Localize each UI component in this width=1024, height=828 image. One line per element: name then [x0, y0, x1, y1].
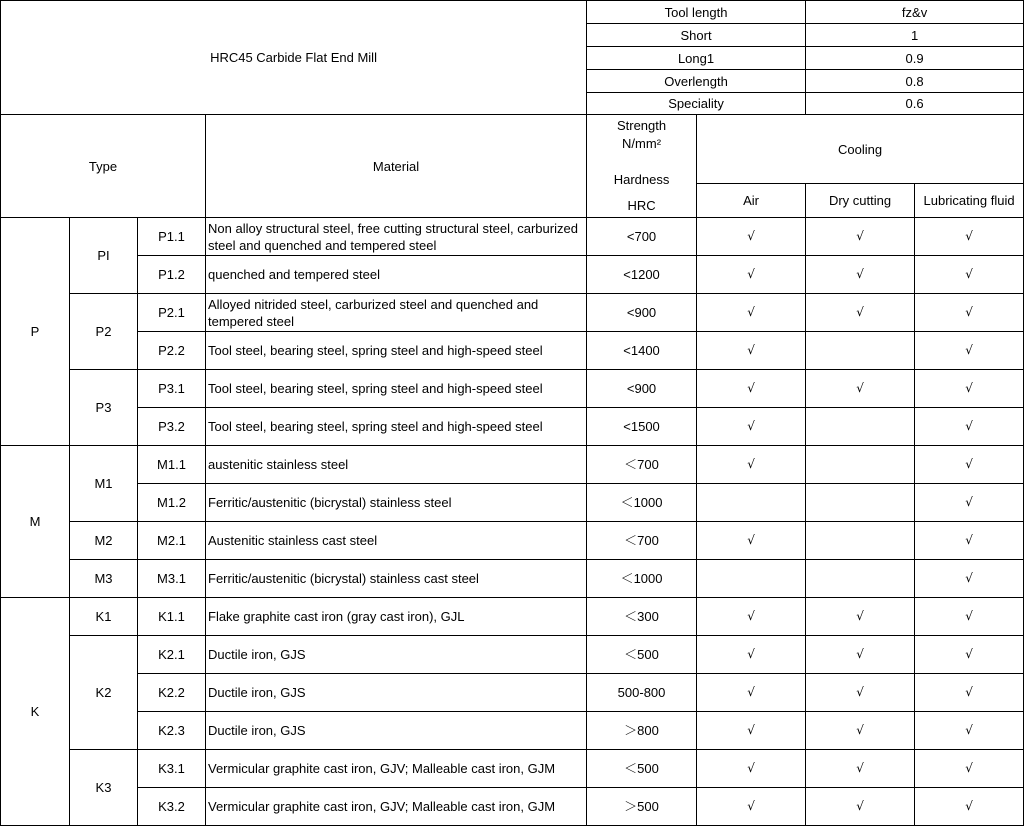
fluid-check-cell: √ — [915, 522, 1024, 560]
air-check-cell: √ — [697, 218, 806, 256]
strength-cell: ＜1000 — [587, 560, 697, 598]
fluid-check-cell: √ — [915, 294, 1024, 332]
strength-cell: ＜500 — [587, 750, 697, 788]
air-check-cell — [697, 484, 806, 522]
dry-check-cell: √ — [806, 218, 915, 256]
tool-length-long1: Long1 — [587, 47, 806, 70]
table-row — [1, 484, 1024, 522]
tool-length-short: Short — [587, 24, 806, 47]
fluid-check-cell: √ — [915, 332, 1024, 370]
code-cell: K1.1 — [138, 598, 206, 636]
table-row — [1, 712, 1024, 750]
table-row — [1, 332, 1024, 370]
group-cell: K — [1, 598, 70, 826]
code-cell: K3.1 — [138, 750, 206, 788]
code-cell: P1.1 — [138, 218, 206, 256]
strength-cell: ＜700 — [587, 446, 697, 484]
table-row — [1, 636, 1024, 674]
air-check-cell: √ — [697, 788, 806, 826]
dry-check-cell — [806, 332, 915, 370]
subgroup-cell: P3 — [70, 370, 138, 446]
air-check-cell: √ — [697, 332, 806, 370]
tool-length-header: Tool length — [587, 1, 806, 24]
table-row — [1, 560, 1024, 598]
code-cell: K3.2 — [138, 788, 206, 826]
material-header: Material — [206, 115, 587, 218]
air-check-cell: √ — [697, 256, 806, 294]
subgroup-cell: M3 — [70, 560, 138, 598]
material-cell: Ferritic/austenitic (bicrystal) stainless cast steel — [206, 560, 587, 598]
tool-length-speciality: Speciality — [587, 93, 806, 115]
strength-cell: ＜500 — [587, 636, 697, 674]
table-row — [1, 294, 1024, 332]
subgroup-cell: P2 — [70, 294, 138, 370]
air-check-cell: √ — [697, 446, 806, 484]
tool-length-overlength: Overlength — [587, 70, 806, 93]
code-cell: K2.2 — [138, 674, 206, 712]
air-check-cell: √ — [697, 750, 806, 788]
dry-check-cell — [806, 484, 915, 522]
fzv-overlength: 0.8 — [806, 70, 1024, 93]
fluid-check-cell: √ — [915, 560, 1024, 598]
table-row — [1, 522, 1024, 560]
table-row — [1, 256, 1024, 294]
material-cell: Tool steel, bearing steel, spring steel and high-speed steel — [206, 370, 587, 408]
strength-header — [587, 115, 697, 218]
code-cell: M1.1 — [138, 446, 206, 484]
code-cell: P1.2 — [138, 256, 206, 294]
material-cell: Non alloy structural steel, free cutting structural steel, carburized steel and quenched and tempered steel — [206, 218, 587, 256]
fluid-check-cell: √ — [915, 788, 1024, 826]
material-cell: Vermicular graphite cast iron, GJV; Malleable cast iron, GJM — [206, 750, 587, 788]
strength-unit: N/mm² — [622, 136, 662, 151]
cooling-fluid-header: Lubricating fluid — [915, 184, 1024, 218]
subgroup-cell: K1 — [70, 598, 138, 636]
cooling-header: Cooling — [697, 115, 1024, 184]
code-cell: M2.1 — [138, 522, 206, 560]
fluid-check-cell: √ — [915, 712, 1024, 750]
table-row — [1, 674, 1024, 712]
dry-check-cell: √ — [806, 598, 915, 636]
fluid-check-cell: √ — [915, 484, 1024, 522]
table-row — [1, 598, 1024, 636]
fzv-short: 1 — [806, 24, 1024, 47]
dry-check-cell: √ — [806, 750, 915, 788]
air-check-cell: √ — [697, 522, 806, 560]
air-check-cell — [697, 560, 806, 598]
dry-check-cell: √ — [806, 788, 915, 826]
fluid-check-cell: √ — [915, 598, 1024, 636]
air-check-cell: √ — [697, 712, 806, 750]
dry-check-cell — [806, 408, 915, 446]
material-cell: Vermicular graphite cast iron, GJV; Malleable cast iron, GJM — [206, 788, 587, 826]
air-check-cell: √ — [697, 294, 806, 332]
type-header: Type — [1, 115, 206, 218]
air-check-cell: √ — [697, 636, 806, 674]
strength-cell: ＞500 — [587, 788, 697, 826]
air-check-cell: √ — [697, 408, 806, 446]
strength-cell: <900 — [587, 294, 697, 332]
hrc-label: HRC — [627, 198, 656, 213]
fluid-check-cell: √ — [915, 446, 1024, 484]
code-cell: P2.2 — [138, 332, 206, 370]
strength-cell: <700 — [587, 218, 697, 256]
fluid-check-cell: √ — [915, 674, 1024, 712]
table-row — [1, 750, 1024, 788]
dry-check-cell: √ — [806, 712, 915, 750]
strength-cell: ＜700 — [587, 522, 697, 560]
strength-cell: 500-800 — [587, 674, 697, 712]
material-cell: Alloyed nitrided steel, carburized steel and quenched and tempered steel — [206, 294, 587, 332]
fluid-check-cell: √ — [915, 218, 1024, 256]
strength-cell: <1500 — [587, 408, 697, 446]
dry-check-cell: √ — [806, 256, 915, 294]
material-cell: Ductile iron, GJS — [206, 712, 587, 750]
material-cell: Ductile iron, GJS — [206, 674, 587, 712]
dry-check-cell — [806, 446, 915, 484]
table-row — [1, 446, 1024, 484]
fluid-check-cell: √ — [915, 636, 1024, 674]
material-cell: Ferritic/austenitic (bicrystal) stainless steel — [206, 484, 587, 522]
material-cell: Flake graphite cast iron (gray cast iron), GJL — [206, 598, 587, 636]
air-check-cell: √ — [697, 674, 806, 712]
fluid-check-cell: √ — [915, 408, 1024, 446]
code-cell: P3.1 — [138, 370, 206, 408]
material-cell: quenched and tempered steel — [206, 256, 587, 294]
code-cell: M3.1 — [138, 560, 206, 598]
code-cell: K2.1 — [138, 636, 206, 674]
fzv-long1: 0.9 — [806, 47, 1024, 70]
code-cell: P3.2 — [138, 408, 206, 446]
table-row — [1, 370, 1024, 408]
strength-cell: ＜300 — [587, 598, 697, 636]
dry-check-cell: √ — [806, 294, 915, 332]
dry-check-cell — [806, 522, 915, 560]
fluid-check-cell: √ — [915, 370, 1024, 408]
material-cell: Tool steel, bearing steel, spring steel and high-speed steel — [206, 332, 587, 370]
code-cell: P2.1 — [138, 294, 206, 332]
group-cell: M — [1, 446, 70, 598]
strength-cell: <1400 — [587, 332, 697, 370]
air-check-cell: √ — [697, 598, 806, 636]
fzv-header: fz&v — [806, 1, 1024, 24]
subgroup-cell: PI — [70, 218, 138, 294]
material-cell: Tool steel, bearing steel, spring steel and high-speed steel — [206, 408, 587, 446]
fluid-check-cell: √ — [915, 750, 1024, 788]
subgroup-cell: M1 — [70, 446, 138, 522]
table-title: HRC45 Carbide Flat End Mill — [1, 1, 587, 115]
code-cell: M1.2 — [138, 484, 206, 522]
subgroup-cell: K3 — [70, 750, 138, 826]
table-row — [1, 788, 1024, 826]
material-cell: Austenitic stainless cast steel — [206, 522, 587, 560]
fluid-check-cell: √ — [915, 256, 1024, 294]
code-cell: K2.3 — [138, 712, 206, 750]
strength-label: Strength — [616, 118, 667, 133]
hardness-label: Hardness — [613, 172, 670, 187]
dry-check-cell: √ — [806, 370, 915, 408]
dry-check-cell: √ — [806, 674, 915, 712]
strength-cell: ＞800 — [587, 712, 697, 750]
air-check-cell: √ — [697, 370, 806, 408]
material-cell: austenitic stainless steel — [206, 446, 587, 484]
group-cell: P — [1, 218, 70, 446]
subgroup-cell: K2 — [70, 636, 138, 750]
dry-check-cell — [806, 560, 915, 598]
fzv-speciality: 0.6 — [806, 93, 1024, 115]
cooling-air-header: Air — [697, 184, 806, 218]
subgroup-cell: M2 — [70, 522, 138, 560]
table-row — [1, 218, 1024, 256]
dry-check-cell: √ — [806, 636, 915, 674]
strength-cell: <900 — [587, 370, 697, 408]
material-cell: Ductile iron, GJS — [206, 636, 587, 674]
strength-cell: ＜1000 — [587, 484, 697, 522]
strength-cell: <1200 — [587, 256, 697, 294]
table-row — [1, 408, 1024, 446]
cooling-dry-header: Dry cutting — [806, 184, 915, 218]
